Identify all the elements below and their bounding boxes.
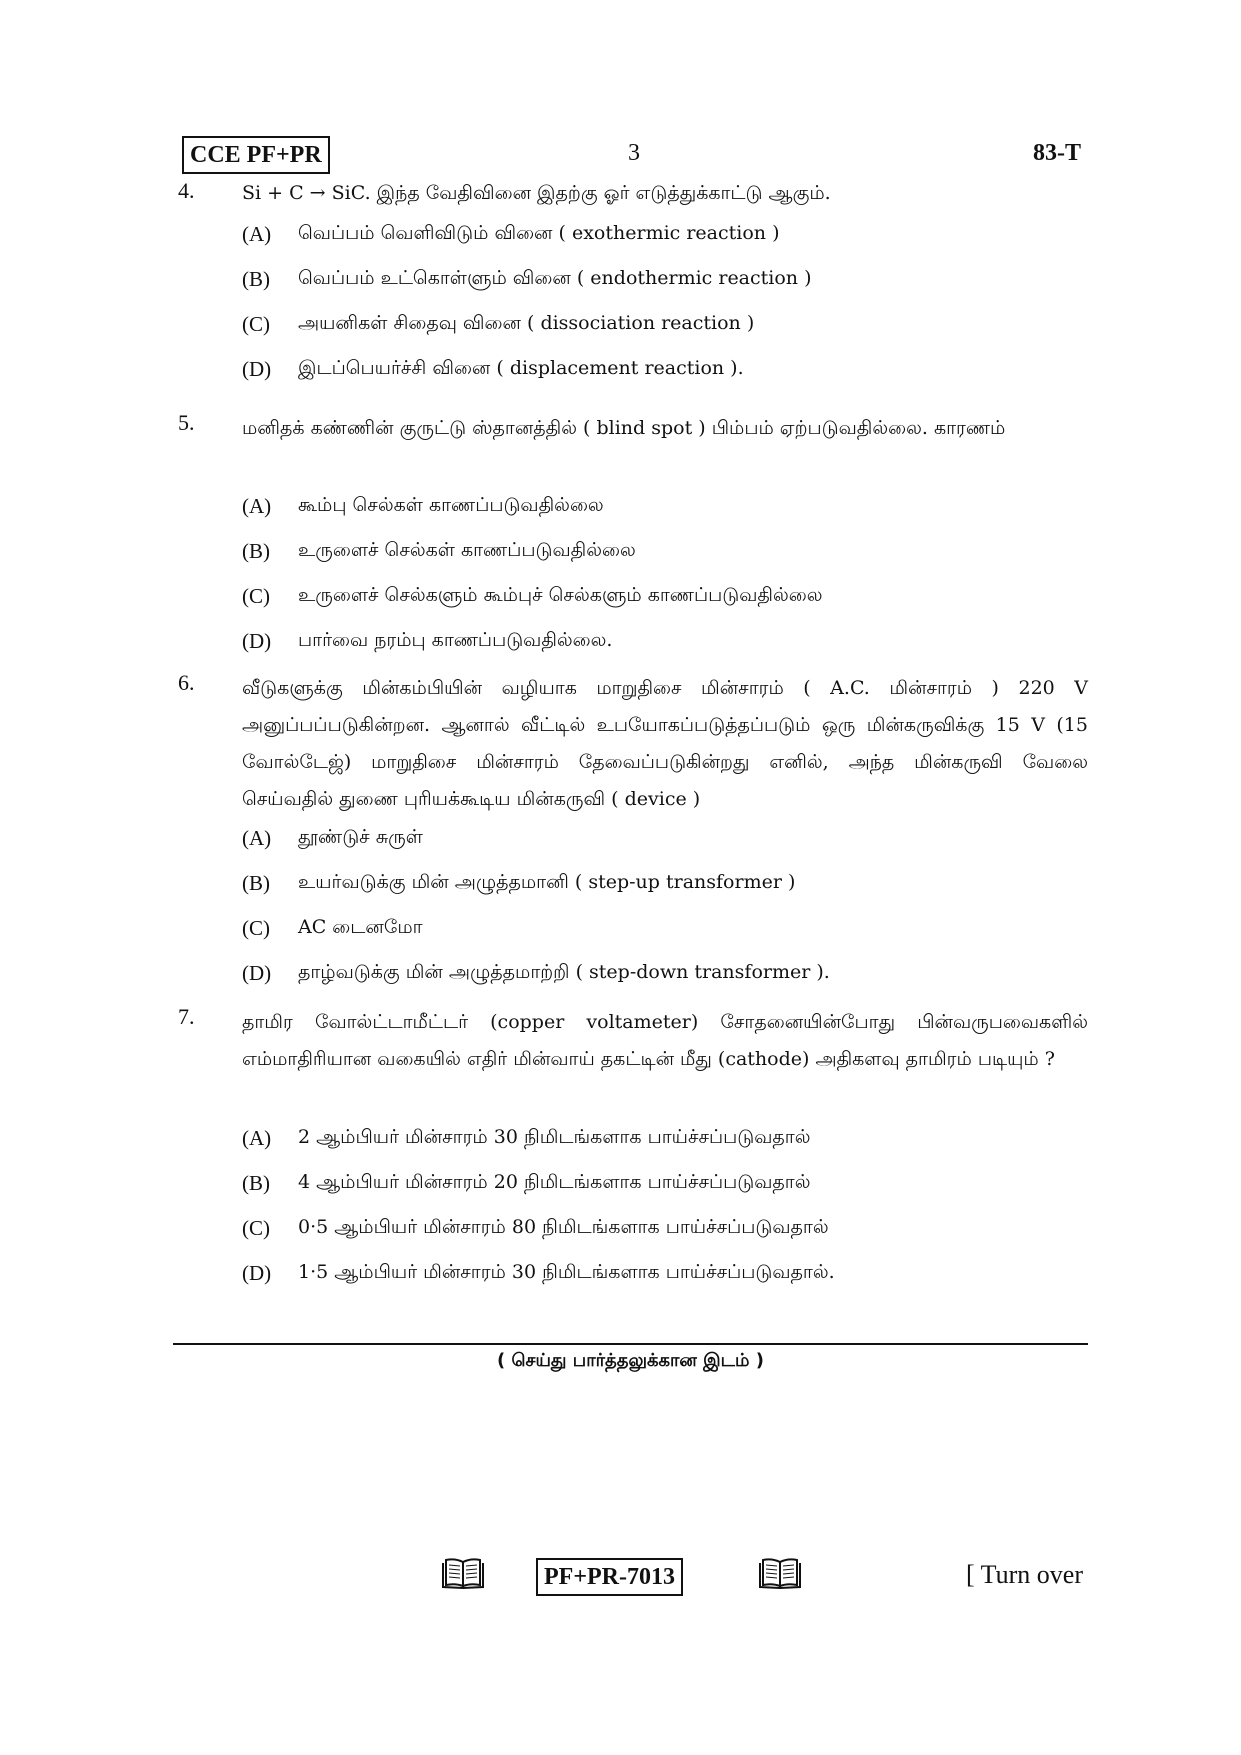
option-c: [242, 578, 1088, 623]
option-label: (A): [242, 1126, 272, 1150]
option-a: [242, 820, 1088, 865]
option-c: [242, 1210, 1088, 1255]
divider-line: [173, 1343, 1088, 1345]
question-text: வீடுகளுக்கு மின்கம்பியின் வழியாக மாறுதிசை மின்சாரம் ( A.C. மின்சாரம் ) 220 V அனுப்பப்படுகின்றன. ஆனால் வீட்டில் உபயோகப்படுத்தப்படும் ஒரு மின்கருவிக்கு 15 V (15 வோல்டேஜ்) மாறுதிசை மின்சாரம் தேவைப்படுகின்றது எனில், அந்த மின்கருவி வேலை செய்வதில் துணை புரியக்கூடிய மின்கருவி ( device ): [242, 677, 1088, 810]
option-c: [242, 910, 1088, 955]
option-label: (C): [242, 584, 270, 608]
option-text: இடப்பெயர்ச்சி வினை ( displacement reaction ).: [298, 357, 744, 379]
option-label: (D): [242, 961, 272, 985]
option-label: (C): [242, 312, 270, 336]
paper-code: 83-T: [1033, 140, 1081, 166]
option-b: [242, 261, 1088, 306]
footer-code: PF+PR-7013: [536, 1558, 683, 1596]
question-text: தாமிர வோல்ட்டாமீட்டர் (copper voltameter) சோதனையின்போது பின்வருபவைகளில் எம்மாதிரியான வகையில் எதிர் மின்வாய் தகட்டின் மீது (cathode) அதிகளவு தாமிரம் படியும் ?: [242, 1011, 1088, 1070]
option-label: (B): [242, 539, 270, 563]
option-b: [242, 865, 1088, 910]
question-text: Si + C → SiC. இந்த வேதிவினை இதற்கு ஓர் எடுத்துக்காட்டு ஆகும்.: [242, 182, 831, 204]
option-text: உருளைச் செல்களும் கூம்புச் செல்களும் காணப்படுவதில்லை: [298, 584, 823, 606]
option-label: (B): [242, 871, 270, 895]
option-text: கூம்பு செல்கள் காணப்படுவதில்லை: [298, 494, 604, 516]
option-text: தூண்டுச் சுருள்: [298, 826, 423, 848]
option-text: 1·5 ஆம்பியர் மின்சாரம் 30 நிமிடங்களாக பாய்ச்சப்படுவதால்.: [298, 1261, 835, 1283]
option-label: (A): [242, 494, 272, 518]
option-a: [242, 488, 1088, 533]
question-4: [178, 178, 1088, 396]
option-c: [242, 306, 1088, 351]
option-text: வெப்பம் வெளிவிடும் வினை ( exothermic reaction ): [298, 222, 780, 244]
rough-work-label: ( செய்து பார்த்தலுக்கான இடம் ): [497, 1350, 764, 1371]
option-a: [242, 1120, 1088, 1165]
option-label: (C): [242, 1216, 270, 1240]
option-a: [242, 216, 1088, 261]
option-text: அயனிகள் சிதைவு வினை ( dissociation reaction ): [298, 312, 755, 334]
option-d: [242, 1255, 1088, 1300]
question-number: 5.: [178, 410, 195, 435]
open-book-icon: [440, 1557, 486, 1591]
option-text: AC டைனமோ: [298, 916, 423, 938]
option-text: உயர்வடுக்கு மின் அழுத்தமானி ( step-up transformer ): [298, 871, 796, 893]
option-label: (C): [242, 916, 270, 940]
option-text: 4 ஆம்பியர் மின்சாரம் 20 நிமிடங்களாக பாய்ச்சப்படுவதால்: [298, 1171, 811, 1193]
option-text: தாழ்வடுக்கு மின் அழுத்தமாற்றி ( step-down transformer ).: [298, 961, 830, 983]
option-label: (D): [242, 1261, 272, 1285]
option-label: (B): [242, 267, 270, 291]
option-d: [242, 955, 1088, 1000]
question-number: 4.: [178, 178, 195, 203]
question-number: 6.: [178, 670, 195, 695]
question-7: [178, 1004, 1088, 1300]
option-text: பார்வை நரம்பு காணப்படுவதில்லை.: [298, 629, 613, 651]
question-6: [178, 670, 1088, 1000]
header-code: CCE PF+PR: [182, 136, 330, 174]
page-number: 3: [628, 140, 640, 166]
option-label: (D): [242, 629, 272, 653]
option-b: [242, 1165, 1088, 1210]
question-number: 7.: [178, 1004, 195, 1029]
option-text: 0·5 ஆம்பியர் மின்சாரம் 80 நிமிடங்களாக பாய்ச்சப்படுவதால்: [298, 1216, 829, 1238]
option-label: (A): [242, 826, 272, 850]
option-label: (B): [242, 1171, 270, 1195]
option-b: [242, 533, 1088, 578]
option-d: [242, 351, 1088, 396]
option-label: (A): [242, 222, 272, 246]
option-d: [242, 623, 1088, 668]
question-text: மனிதக் கண்ணின் குருட்டு ஸ்தானத்தில் ( blind spot ) பிம்பம் ஏற்படுவதில்லை. காரணம்: [242, 417, 1006, 439]
option-text: 2 ஆம்பியர் மின்சாரம் 30 நிமிடங்களாக பாய்ச்சப்படுவதால்: [298, 1126, 811, 1148]
option-label: (D): [242, 357, 272, 381]
option-text: உருளைச் செல்கள் காணப்படுவதில்லை: [298, 539, 636, 561]
question-5: [178, 410, 1088, 668]
option-text: வெப்பம் உட்கொள்ளும் வினை ( endothermic reaction ): [298, 267, 812, 289]
turn-over-label: [ Turn over: [965, 1560, 1083, 1589]
open-book-icon: [757, 1557, 803, 1591]
